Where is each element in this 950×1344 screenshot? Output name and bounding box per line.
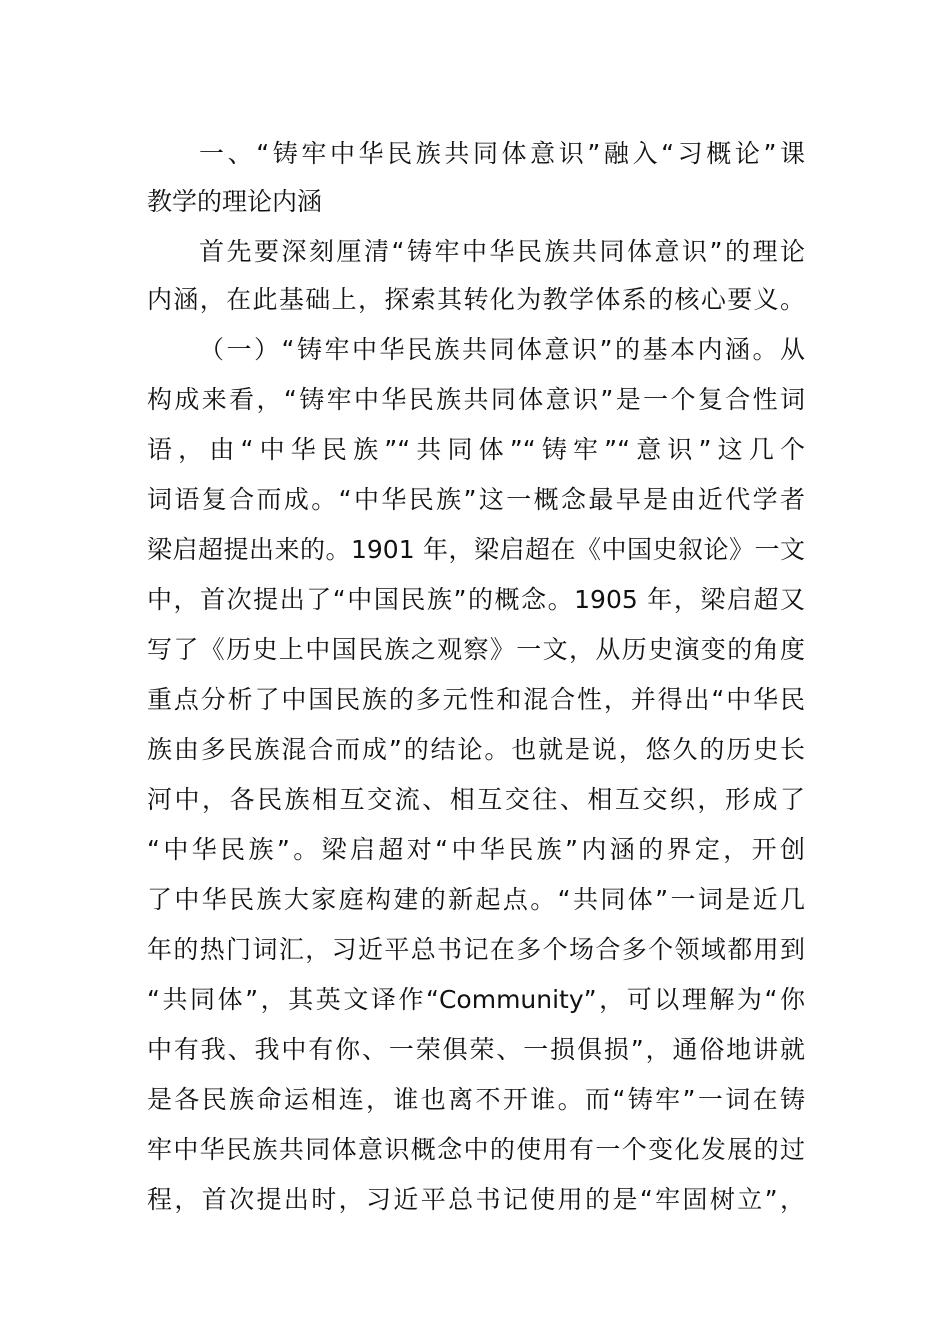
body-line: 族由多民族混合而成”的结论。也就是说，悠久的历史长 xyxy=(147,735,805,764)
body-line: 是各民族命运相连，谁也离不开谁。而“铸牢”一词在铸 xyxy=(147,1085,805,1114)
intro-line-1: 首先要深刻厘清“铸牢中华民族共同体意识”的理论 xyxy=(199,237,805,266)
body-line: 程，首次提出时，习近平总书记使用的是“牢固树立”， xyxy=(147,1185,805,1214)
section-heading-line-1: 一、“铸牢中华民族共同体意识”融入“习概论”课 xyxy=(199,139,805,168)
body-line: 中，首次提出了“中国民族”的概念。1905 年，梁启超又 xyxy=(147,585,805,614)
body-line: 年的热门词汇，习近平总书记在多个场合多个领域都用到 xyxy=(147,935,805,964)
body-line: 写了《历史上中国民族之观察》一文，从历史演变的角度 xyxy=(147,635,805,664)
body-line: “中华民族”。梁启超对“中华民族”内涵的界定，开创 xyxy=(147,835,805,864)
body-line: 梁启超提出来的。1901 年，梁启超在《中国史叙论》一文 xyxy=(147,535,805,564)
body-line: 语，由“中华民族”“共同体”“铸牢”“意识”这几个 xyxy=(147,435,805,464)
body-line: （一）“铸牢中华民族共同体意识”的基本内涵。从 xyxy=(199,335,805,364)
body-line: 了中华民族大家庭构建的新起点。“共同体”一词是近几 xyxy=(147,885,805,914)
body-line: 词语复合而成。“中华民族”这一概念最早是由近代学者 xyxy=(147,485,805,514)
body-line: 重点分析了中国民族的多元性和混合性，并得出“中华民 xyxy=(147,685,805,714)
body-line: 中有我、我中有你、一荣俱荣、一损俱损”，通俗地讲就 xyxy=(147,1035,805,1064)
body-line: 构成来看，“铸牢中华民族共同体意识”是一个复合性词 xyxy=(147,385,805,414)
body-line: 河中，各民族相互交流、相互交往、相互交织，形成了 xyxy=(147,785,805,814)
body-line: 牢中华民族共同体意识概念中的使用有一个变化发展的过 xyxy=(147,1135,805,1164)
intro-line-2: 内涵，在此基础上，探索其转化为教学体系的核心要义。 xyxy=(147,285,805,314)
body-line: “共同体”，其英文译作“Community”，可以理解为“你 xyxy=(147,985,805,1014)
section-heading-line-2: 教学的理论内涵 xyxy=(147,187,323,216)
